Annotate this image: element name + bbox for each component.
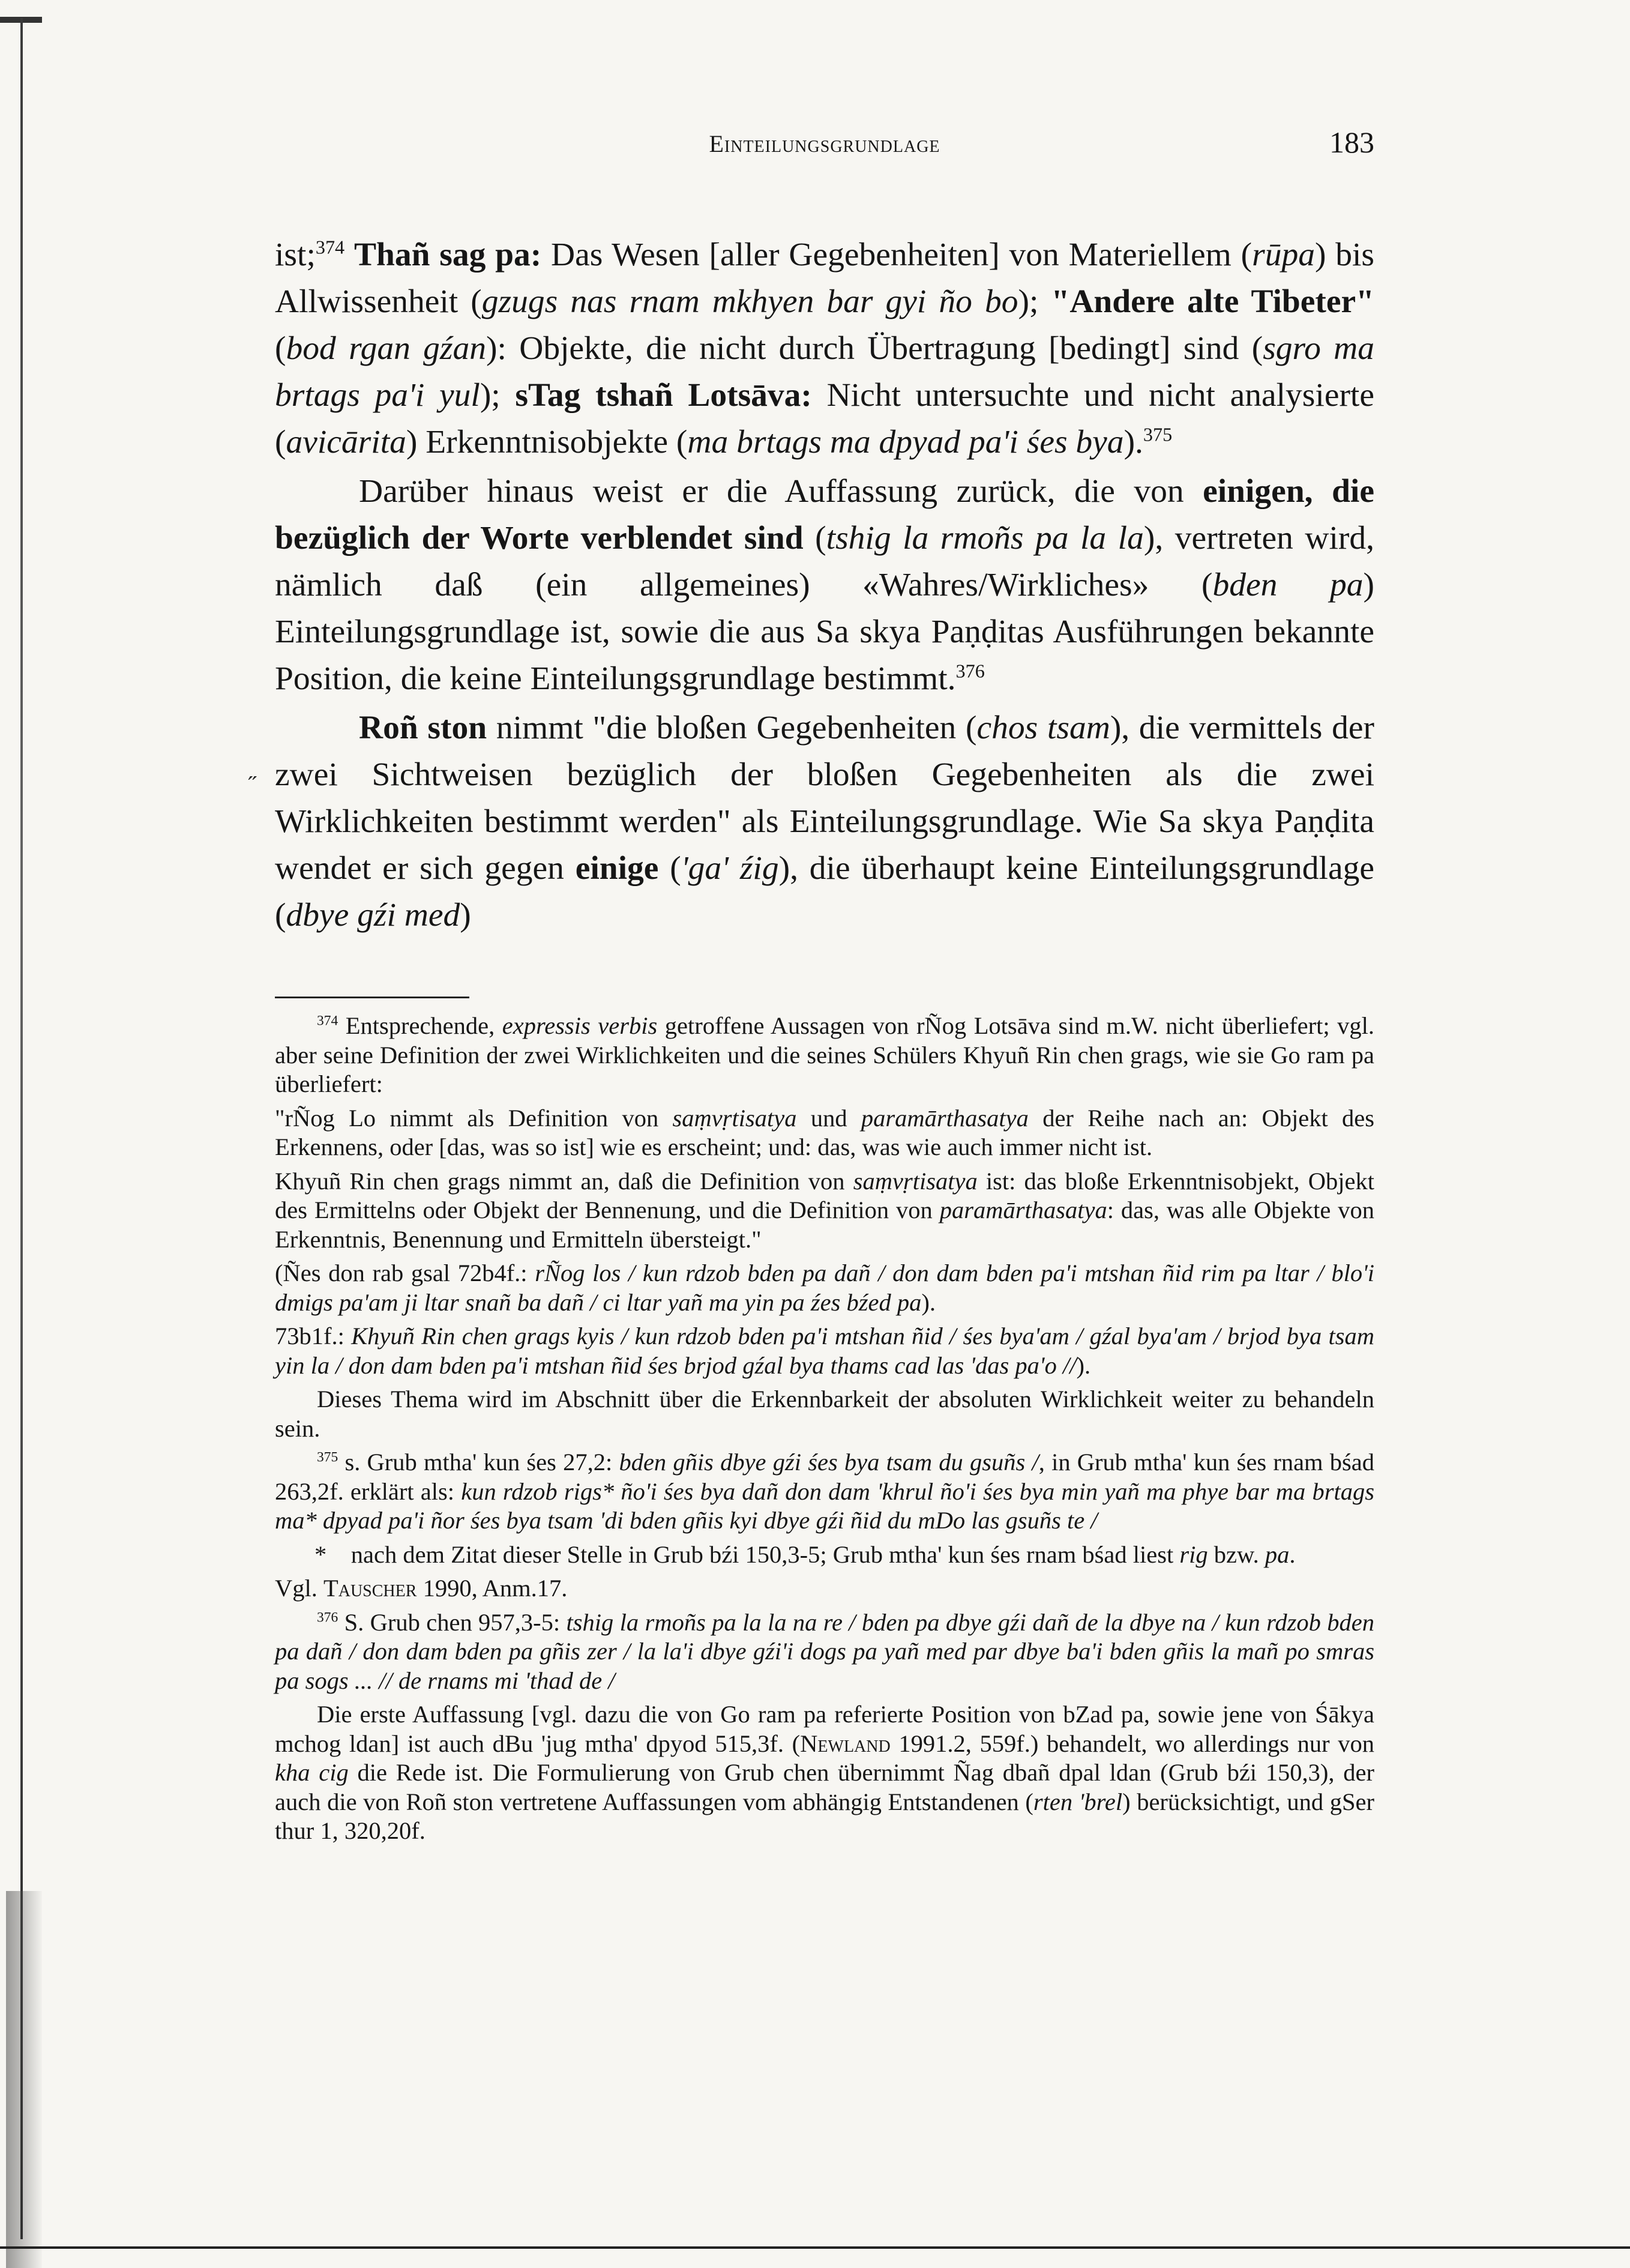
scan-bottom-edge bbox=[0, 2246, 1630, 2249]
footnote-376: $^{376}$ S. Grub chen 957,3-5: tshig la rmoñs pa la la na re / bden pa dbye gźi dañ de la dbye na / kun rdzob bden pa dañ / don dam bden pa gñis zer / la la'i dbye gźi'i dogs pa yañ med par dbye ba'i bden gñis la mañ po smras pa sogs ... // de rnams mi 'thad de / bbox=[275, 1608, 1374, 1694]
running-head-title: Einteilungsgrundlage bbox=[709, 130, 940, 157]
running-head bbox=[275, 120, 1374, 174]
paragraph-2: Darüber hinaus weist er die Auffassung zurück, die von einigen, die bezüglich der Worte verblendet sind (tshig la rmoñs pa la la), vertreten wird, nämlich daß (ein allgemeines) «Wahres/Wirkliches» (bden pa) Einteilungsgrundlage ist, sowie die aus Sa skya Paṇḍitas Ausführungen bekannte Position, die keine Einteilungsgrundlage bestimmt.$^{376}$ bbox=[275, 473, 1374, 697]
footnote-ref-374[interactable]: 374 bbox=[315, 236, 345, 258]
footnote-375-asterisk-note: * nach dem Zitat dieser Stelle in Grub bźi 150,3-5; Grub mtha' kun śes rnam bśad liest rig bzw. pa. bbox=[314, 1540, 1296, 1568]
footnote-374-source-1: (Ñes don rab gsal 72b4f.: rÑog los / kun rdzob bden pa dañ / don dam bden pa'i mtshan ñid rim pa ltar / blo'i dmigs pa'am ji ltar snañ ba dañ / ci ltar yañ ma yin pa źes bźed pa). bbox=[275, 1259, 1374, 1316]
footnote-375-vgl: Vgl. Tauscher 1990, Anm.17. bbox=[275, 1575, 568, 1602]
footnote-374-quote-1: "rÑog Lo nimmt als Definition von saṃvṛtisatya und paramārthasatya der Reihe nach an: Objekt des Erkennens, oder [das, was so ist] wie es erscheint; und: das, was wie auch immer nicht ist. bbox=[275, 1104, 1375, 1160]
footnote-374-remark: Dieses Thema wird im Abschnitt über die Erkennbarkeit der absoluten Wirklichkeit weiter zu behandeln sein. bbox=[275, 1386, 1374, 1442]
footnote-374-quote-2: Khyuñ Rin chen grags nimmt an, daß die Definition von saṃvṛtisatya ist: das bloße Erkenntnisobjekt, Objekt des Ermittelns oder Objekt der Bennenung, und die Definition von paramārthasatya: das, was alle Objekte von Erkenntnis, Benennung und Ermitteln übersteigt." bbox=[275, 1167, 1374, 1253]
footnote-ref-376[interactable]: 376 bbox=[955, 660, 985, 682]
margin-mark: ˝ bbox=[248, 771, 257, 798]
footnote-374: $^{374}$ Entsprechende, expressis verbis getroffene Aussagen von rÑog Lotsāva sind m.W. nicht überliefert; vgl. aber seine Definition der zwei Wirklichkeiten und die seines Schülers Khyuñ Rin chen grags, wie sie Go ram pa überliefert: bbox=[275, 1012, 1374, 1097]
paragraph-1: ist;$^{374}$ Thañ sag pa: Das Wesen [aller Gegebenheiten] von Materiellem (rūpa) bis Allwissenheit (gzugs nas rnam mkhyen bar gyi ño bo); "Andere alte Tibeter" (bod rgan gźan): Objekte, die nicht durch Übertragung [bedingt] sind (sgro ma brtags pa'i yul); sTag tshañ Lotsāva: Nicht untersuchte und nicht analysierte (avicārita) Erkenntnisobjekte (ma brtags ma dpyad pa'i śes bya).$^{375}$ bbox=[275, 236, 1375, 460]
paragraph-3: Roñ ston nimmt "die bloßen Gegebenheiten (chos tsam), die vermittels der zwei Sichtweisen bezüglich der bloßen Gegebenheiten als die zwei Wirklichkeiten bestimmt werden" als Einteilungsgrundlage. Wie Sa skya Paṇḍita wendet er sich gegen einige ('ga' źig), die überhaupt keine Einteilungsgrundlage (dbye gźi med) bbox=[275, 710, 1374, 933]
book-page bbox=[275, 120, 1374, 1851]
page-number: 183 bbox=[1329, 125, 1374, 159]
main-text bbox=[275, 232, 1374, 939]
footnote-ref-375[interactable]: 375 bbox=[1143, 423, 1173, 445]
scan-spine-shadow bbox=[6, 1891, 42, 2268]
footnote-376-discussion: Die erste Auffassung [vgl. dazu die von Go ram pa referierte Position von bZad pa, sowie jene von Śākya mchog ldan] ist auch dBu 'jug mtha' dpyod 515,3f. (Newland 1991.2, 559f.) behandelt, wo allerdings nur von kha cig die Rede ist. Die Formulierung von Grub chen übernimmt Ñag dbañ dpal ldan (Grub bźi 150,3), der auch die von Roñ ston vertretene Auffassungen vom abhängig Entstandenen (rten 'brel) berücksichtigt, und gSer thur 1, 320,20f. bbox=[275, 1701, 1374, 1844]
footnote-374-source-2: 73b1f.: Khyuñ Rin chen grags kyis / kun rdzob bden pa'i mtshan ñid / śes bya'am / gźal bya'am / brjod bya tsam yin la / don dam bden pa'i mtshan ñid śes brjod gźal bya thams cad las 'das pa'o //). bbox=[275, 1322, 1374, 1379]
footnote-375: $^{375}$ s. Grub mtha' kun śes 27,2: bden gñis dbye gźi śes bya tsam du gsuñs /, in Grub mtha' kun śes rnam bśad 263,2f. erklärt als: kun rdzob rigs* ño'i śes bya dañ don dam 'khrul ño'i śes bya min yañ ma phye bar ma brtags ma* dpyad pa'i ñor śes bya tsam 'di bden gñis kyi dbye gźi ñid du mDo las gsuñs te / bbox=[275, 1449, 1374, 1534]
footnotes bbox=[275, 1012, 1374, 1846]
footnote-rule bbox=[275, 997, 469, 998]
